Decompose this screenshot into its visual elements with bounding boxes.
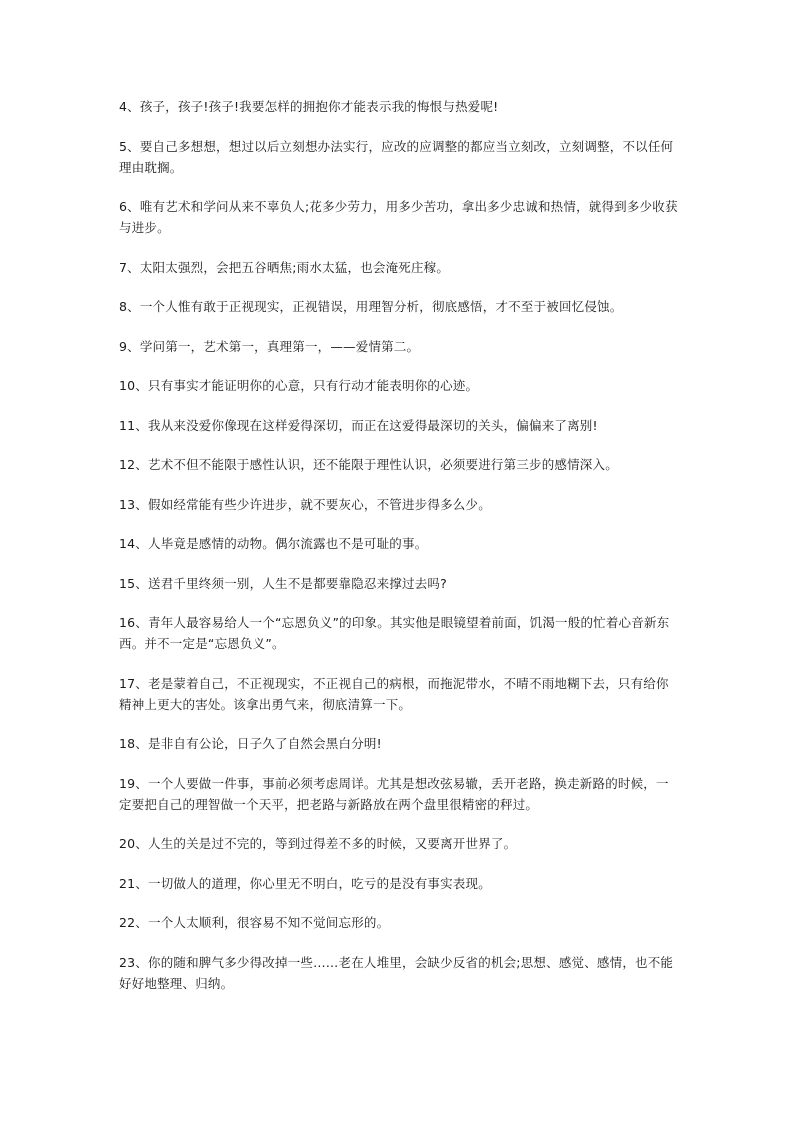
quote-item-6: 6、唯有艺术和学问从来不辜负人;花多少劳力，用多少苦功，拿出多少忠诚和热情，就得到多少收获与进步。 <box>119 199 678 235</box>
quote-item-5: 5、要自己多想想，想过以后立刻想办法实行，应改的应调整的都应当立刻改，立刻调整，不以任何理由耽搁。 <box>119 138 674 175</box>
quote-item-11: 11、我从来没爱你像现在这样爱得深切，而正在这爱得最深切的关头，偏偏来了离别! <box>119 417 598 433</box>
quote-item-18: 18、是非自有公论，日子久了自然会黑白分明! <box>119 736 382 751</box>
quote-item-12: 12、艺术不但不能限于感性认识，还不能限于理性认识，必须要进行第三步的感情深入。 <box>119 457 618 472</box>
quote-item-19: 19、一个人要做一件事，事前必须考虑周详。尤其是想改弦易辙，丢开老路，换走新路的时候，一定要把自己的理智做一个天平，把老路与新路放在两个盘里很精密的秤过。 <box>119 775 669 812</box>
quote-item-17: 17、老是蒙着自己，不正视现实，不正视自己的病根，而拖泥带水，不晴不雨地糊下去，只有给你精神上更大的害处。该拿出勇气来，彻底清算一下。 <box>119 675 669 712</box>
quote-item-16: 16、青年人最容易给人一个“忘恩负义”的印象。其实他是眼镜望着前面，饥渴一般的忙着心音新东西。并不一定是“忘恩负义”。 <box>119 615 670 651</box>
quote-item-15: 15、送君千里终须一别，人生不是都要靠隐忍来撑过去吗? <box>119 575 447 591</box>
quote-item-9: 9、学问第一，艺术第一，真理第一，——爱情第二。 <box>119 338 420 354</box>
quote-item-4: 4、孩子，孩子!孩子!我要怎样的拥抱你才能表示我的悔恨与热爱呢! <box>119 99 499 114</box>
quote-item-10: 10、只有事实才能证明你的心意，只有行动才能表明你的心迹。 <box>119 378 479 393</box>
quote-item-8: 8、一个人惟有敢于正视现实，正视错误，用理智分析，彻底感悟，才不至于被回忆侵蚀。 <box>119 299 623 314</box>
quote-item-23: 23、你的随和脾气多少得改掉一些……老在人堆里，会缺少反省的机会;思想、感觉、感情，也不能好好地整理、归纳。 <box>119 954 674 991</box>
quote-list <box>119 96 679 1012</box>
quote-item-22: 22、一个人太顺利，很容易不知不觉间忘形的。 <box>119 915 390 930</box>
quote-item-13: 13、假如经常能有些少许进步，就不要灰心，不管进步得多么少。 <box>119 496 491 512</box>
quote-item-21: 21、一切做人的道理，你心里无不明白，吃亏的是没有事实表现。 <box>119 875 491 891</box>
quote-item-20: 20、人生的关是过不完的，等到过得差不多的时候，又要离开世界了。 <box>119 836 517 851</box>
quote-item-7: 7、太阳太强烈，会把五谷晒焦;雨水太猛，也会淹死庄稼。 <box>119 259 450 275</box>
quote-item-14: 14、人毕竟是感情的动物。偶尔流露也不是可耻的事。 <box>119 536 428 551</box>
